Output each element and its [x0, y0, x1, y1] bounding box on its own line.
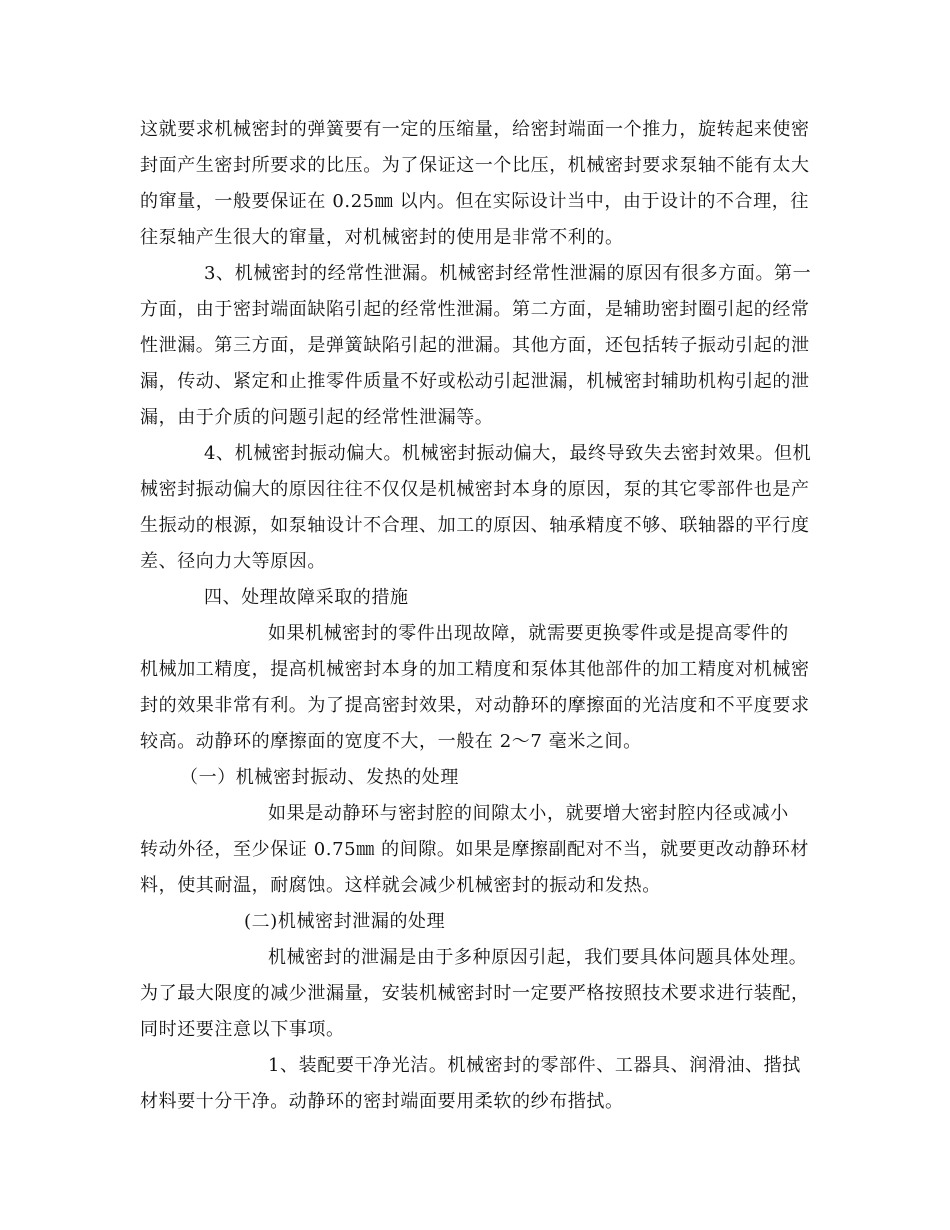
text-line: 性泄漏。第三方面，是弹簧缺陷引起的泄漏。其他方面，还包括转子振动引起的泄 — [140, 335, 810, 356]
text-line: 的窜量，一般要保证在 0.25㎜ 以内。但在实际设计当中，由于设计的不合理，往 — [140, 191, 809, 212]
paragraph-item-4-start: 4、机械密封振动偏大。机械密封振动偏大，最终导致失去密封效果。但机 — [204, 443, 812, 464]
section-heading-4: 四、处理故障采取的措施 — [204, 587, 409, 608]
text-line: 漏，传动、紧定和止推零件质量不好或松动引起泄漏，机械密封辅助机构引起的泄 — [140, 371, 810, 392]
text-line: 这就要求机械密封的弹簧要有一定的压缩量，给密封端面一个推力，旋转起来使密 — [140, 119, 810, 140]
subsection-heading-2: (二)机械密封泄漏的处理 — [244, 911, 446, 932]
text-line: 机械加工精度，提高机械密封本身的加工精度和泵体其他部件的加工精度对机械密 — [140, 659, 810, 680]
text-line: 为了最大限度的减少泄漏量，安装机械密封时一定要严格按照技术要求进行装配， — [140, 983, 810, 1004]
text-line: 料，使其耐温，耐腐蚀。这样就会减少机械密封的振动和发热。 — [140, 875, 661, 896]
text-line: 材料要十分干净。动静环的密封端面要用柔软的纱布揩拭。 — [140, 1091, 624, 1112]
text-line: 往泵轴产生很大的窜量，对机械密封的使用是非常不利的。 — [140, 227, 624, 248]
text-line: 同时还要注意以下事项。 — [140, 1019, 345, 1040]
text-line: 封面产生密封所要求的比压。为了保证这一个比压，机械密封要求泵轴不能有太大 — [140, 155, 810, 176]
subsection-heading-1: （一）机械密封振动、发热的处理 — [180, 767, 459, 788]
text-line: 转动外径，至少保证 0.75㎜ 的间隙。如果是摩擦副配对不当，就要更改动静环材 — [140, 839, 809, 860]
text-line: 生振动的根源，如泵轴设计不合理、加工的原因、轴承精度不够、联轴器的平行度 — [140, 515, 810, 536]
paragraph-item-3-start: 3、机械密封的经常性泄漏。机械密封经常性泄漏的原因有很多方面。第一 — [204, 263, 812, 284]
text-line: 较高。动静环的摩擦面的宽度不大，一般在 2～7 毫米之间。 — [140, 731, 642, 752]
text-line: 漏，由于介质的问题引起的经常性泄漏等。 — [140, 407, 494, 428]
text-line: 方面，由于密封端面缺陷引起的经常性泄漏。第二方面，是辅助密封圈引起的经常 — [140, 299, 810, 320]
paragraph-start: 如果机械密封的零件出现故障，就需要更换零件或是提高零件的 — [268, 623, 789, 644]
paragraph-start: 如果是动静环与密封腔的间隙太小，就要增大密封腔内径或减小 — [268, 803, 789, 824]
paragraph-start: 机械密封的泄漏是由于多种原因引起，我们要具体问题具体处理。 — [268, 947, 808, 968]
text-line: 差、径向力大等原因。 — [140, 551, 326, 572]
list-item-1-start: 1、装配要干净光洁。机械密封的零部件、工器具、润滑油、揩拭 — [268, 1055, 801, 1076]
text-line: 封的效果非常有利。为了提高密封效果，对动静环的摩擦面的光洁度和不平度要求 — [140, 695, 810, 716]
text-line: 械密封振动偏大的原因往往不仅仅是机械密封本身的原因，泵的其它零部件也是产 — [140, 479, 810, 500]
